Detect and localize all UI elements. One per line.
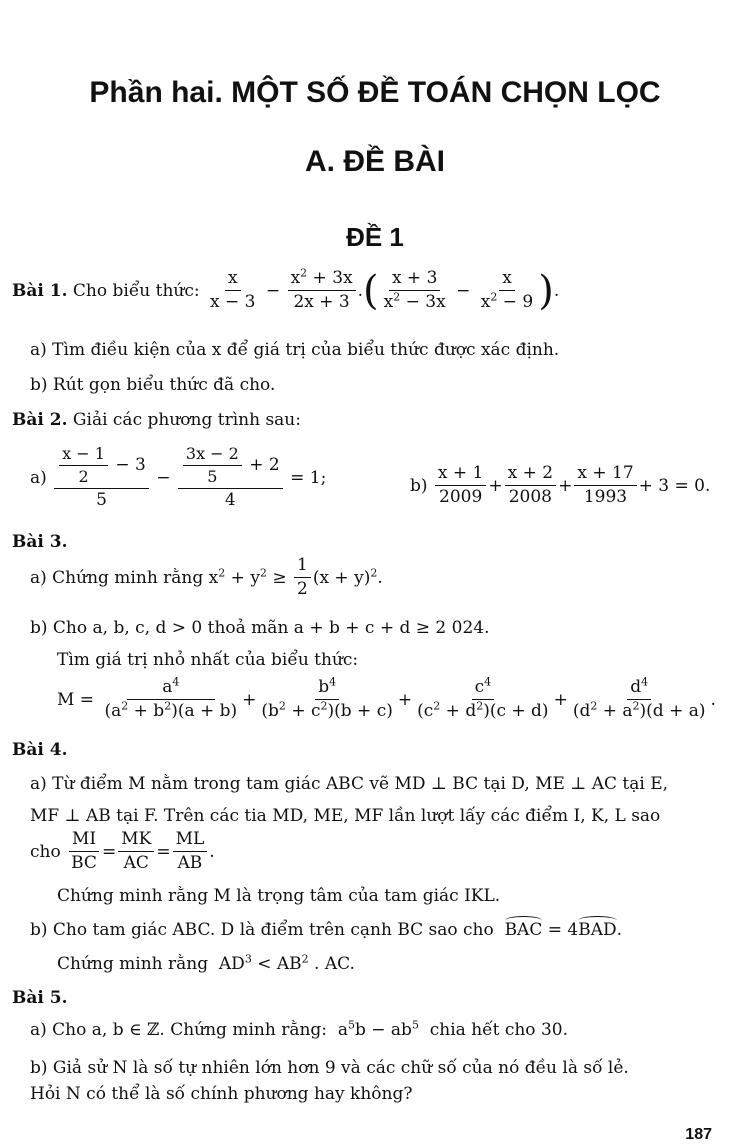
bai1-part-a: a) Tìm điều kiện của x để giá trị của biểu thức được xác định.: [30, 340, 560, 360]
bai5-a-prefix: a) Cho a, b ∈ ℤ. Chứng minh rằng:: [30, 1020, 328, 1040]
bai5-part-b-line2: Hỏi N có thể là số chính phương hay không?: [30, 1084, 413, 1104]
bai1-part-b: b) Rút gọn biểu thức đã cho.: [30, 375, 276, 395]
bai4-b-prove-text: Chứng minh rằng: [57, 954, 209, 974]
fraction: $\frac{b^4}{(b^2 + c^2)(b + c)}$: [261, 675, 393, 722]
fraction: $\frac{1}{2}$: [294, 555, 311, 601]
bai1-intro: Cho biểu thức:: [72, 280, 200, 301]
bai5-label: Bài 5.: [12, 988, 68, 1008]
fraction: $\frac{MI}{BC}$: [68, 829, 100, 875]
bai2-intro: Giải các phương trình sau:: [72, 410, 301, 430]
bai4-part-a-line2: MF ⊥ AB tại F. Trên các tia MD, ME, MF lần lượt lấy các điểm I, K, L sao: [30, 806, 661, 826]
bai3-part-a: a) Chứng minh rằng $x^2 + y^2$ ≥ $\frac{1}{2}$ $(x + y)^2$.: [30, 555, 383, 600]
fraction: $\frac{c^4}{(c^2 + d^2)(c + d)}$: [417, 675, 549, 722]
bai2-equation-b: b) $\frac{x + 1}{2009}$ + $\frac{x + 2}{2008}$ + $\frac{x + 17}{1993}$ + 3 = 0.: [410, 463, 711, 508]
bai3-label: Bài 3.: [12, 532, 68, 552]
fraction: $\frac{x^2 + 3x}{2x + 3}$: [288, 268, 356, 314]
page-number: 187: [685, 1126, 712, 1143]
bai4-b-text: b) Cho tam giác ABC. D là điểm trên cạnh BC sao cho: [30, 920, 494, 940]
bai2-label: Bài 2.: [12, 410, 68, 430]
bai5-a-suffix: chia hết cho 30.: [429, 1020, 568, 1040]
bai3-expression-m: M = $\frac{a^4}{(a^2 + b^2)(a + b)}$ + $\frac{b^4}{(b^2 + c^2)(b + c)}$ + $\frac{c^4}{(c^2 + d^2)(c + d)}$ + $\frac{d^4}{(d^2 + a^2)(d + a)}$ .: [57, 675, 716, 722]
fraction: $\frac{MK}{AC}$: [118, 829, 154, 875]
bai2-heading: [12, 410, 301, 430]
bai1-expression: Bài 1. Cho biểu thức: $\frac{x}{x - 3}$ − $\frac{x^2 + 3x}{2x + 3}$ . ( $\frac{x + 3}{x^2 - 3x}$ − $\frac{x}{x^2 - 9}$ ) .: [12, 266, 560, 314]
bai4-part-b-prove: Chứng minh rằng $AD^3 < AB^2$ . AC.: [57, 952, 355, 974]
fraction: $\frac{x - 1}{2}$ − 3 5: [54, 444, 149, 511]
fraction: $\frac{x}{x^2 - 9}$: [480, 268, 534, 313]
fraction: $\frac{3x - 2}{5}$ + 2 4: [178, 444, 283, 511]
bai4-part-b-line1: b) Cho tam giác ABC. D là điểm trên cạnh BC sao cho BAC = 4BAD.: [30, 920, 623, 940]
bai3-part-b: b) Cho a, b, c, d > 0 thoả mãn a + b + c + d ≥ 2 024.: [30, 618, 490, 638]
bai3-part-b-ask: Tìm giá trị nhỏ nhất của biểu thức:: [57, 650, 359, 670]
bai5-part-a: a) Cho a, b ∈ ℤ. Chứng minh rằng: $a^5b - ab^5$ chia hết cho 30.: [30, 1018, 568, 1040]
fraction: $\frac{a^4}{(a^2 + b^2)(a + b)}$: [104, 675, 238, 722]
exam-title: ĐỀ 1: [346, 222, 404, 252]
bai4-part-a-line1: a) Từ điểm M nằm trong tam giác ABC vẽ MD ⊥ BC tại D, ME ⊥ AC tại E,: [30, 774, 669, 794]
fraction: $\frac{x + 2}{2008}$: [505, 463, 556, 509]
fraction: $\frac{d^4}{(d^2 + a^2)(d + a)}$: [572, 675, 706, 722]
bai3-a-prefix: a) Chứng minh rằng: [30, 567, 204, 588]
section-title: A. ĐỀ BÀI: [304, 145, 445, 178]
bai4-ratio: cho $\frac{MI}{BC}$ = $\frac{MK}{AC}$ = $\frac{ML}{AB}$ .: [30, 829, 215, 874]
fraction: $\frac{x}{x - 3}$: [210, 268, 256, 313]
fraction: $\frac{x + 1}{2009}$: [435, 463, 486, 509]
bai1-label: Bài 1.: [12, 280, 68, 301]
bai2-equation-a: a) $\frac{x - 1}{2}$ − 3 5 − $\frac{3x - 2}{5}$ + 2 4 = 1;: [30, 444, 327, 510]
part-title: Phần hai. MỘT SỐ ĐỀ TOÁN CHỌN LỌC: [89, 76, 661, 109]
fraction: $\frac{x + 3}{x^2 - 3x}$: [383, 268, 446, 313]
fraction: $\frac{ML}{AB}$: [173, 829, 208, 875]
bai5-part-b-line1: b) Giả sử N là số tự nhiên lớn hơn 9 và các chữ số của nó đều là số lẻ.: [30, 1058, 629, 1078]
bai4-cho: cho: [30, 841, 61, 862]
bai4-label: Bài 4.: [12, 740, 68, 760]
fraction: $\frac{x + 17}{1993}$: [574, 463, 636, 509]
bai4-part-a-prove: Chứng minh rằng M là trọng tâm của tam giác IKL.: [57, 886, 501, 906]
